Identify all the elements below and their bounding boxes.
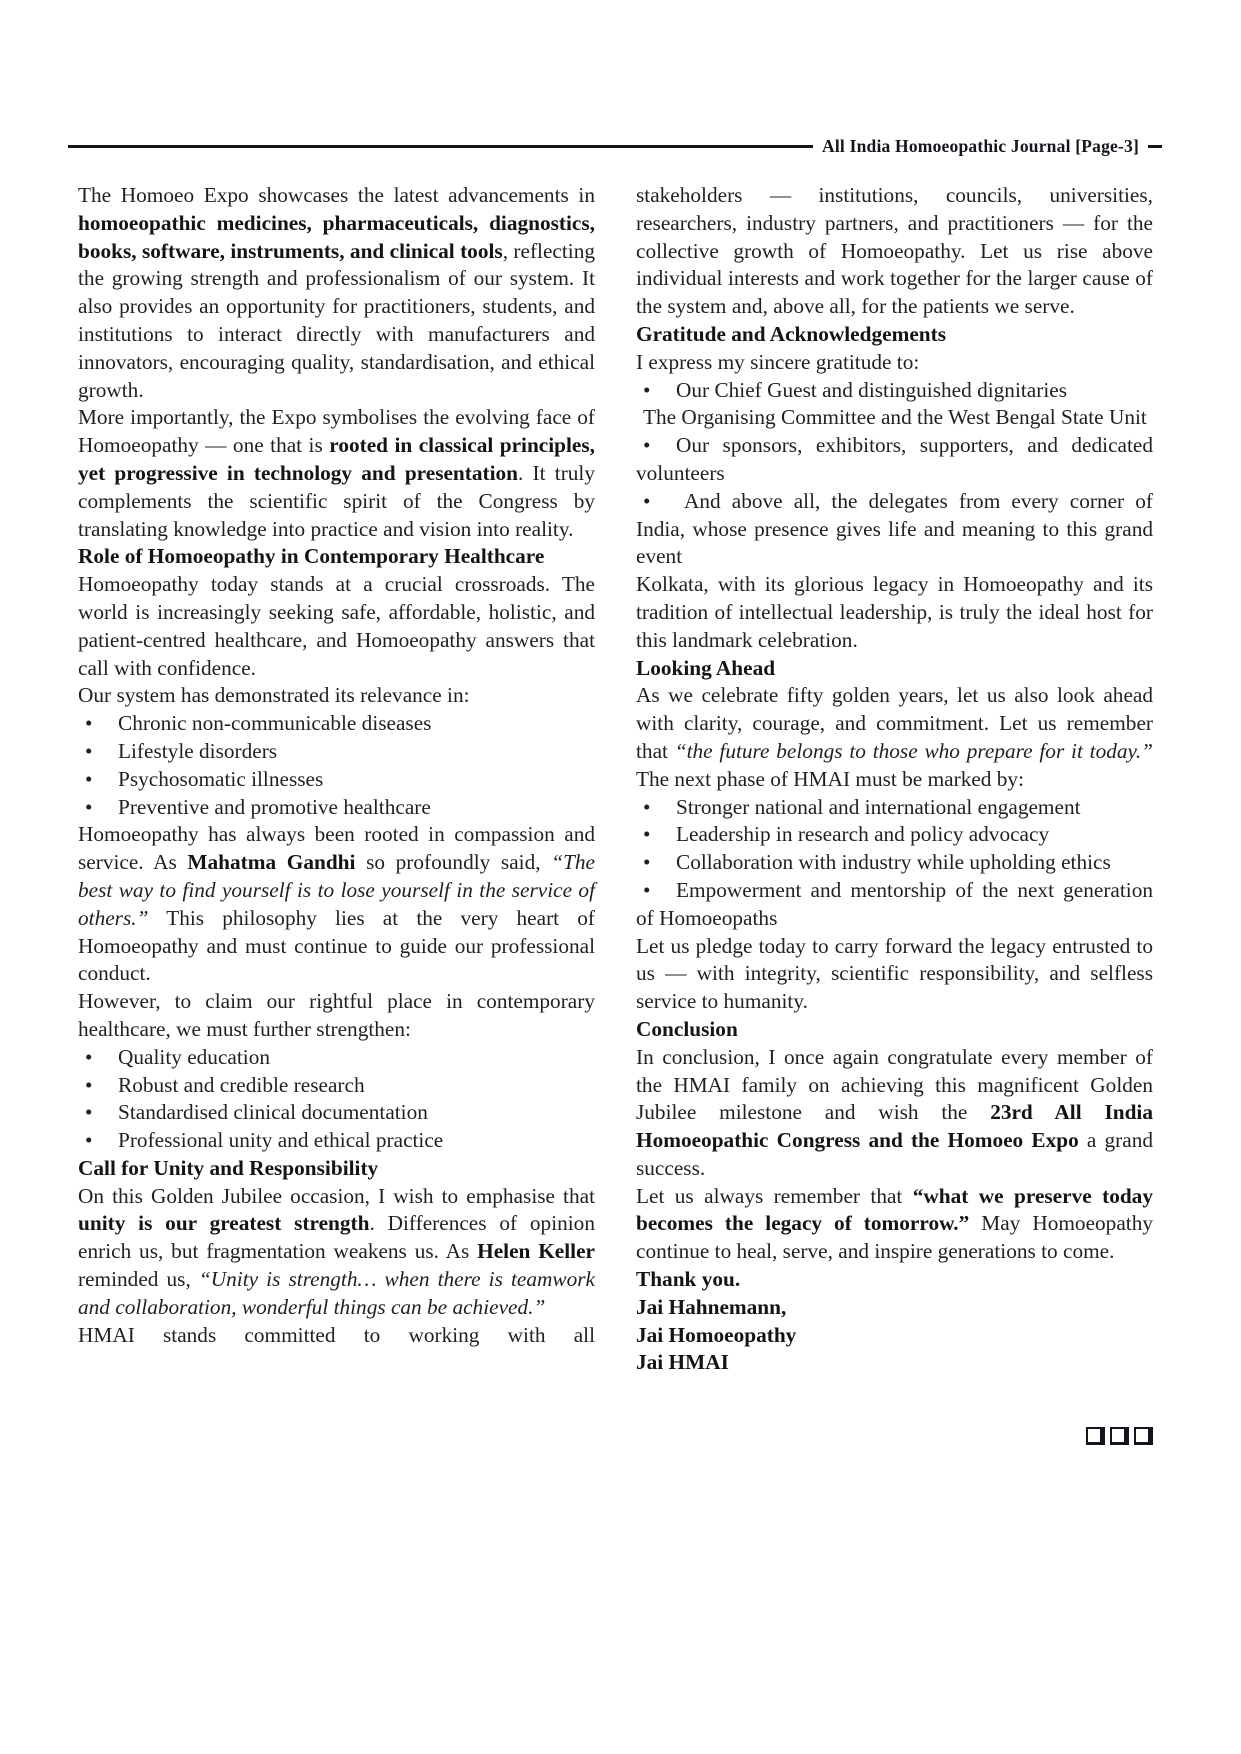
bullet-item [636, 377, 1153, 405]
text-run: reminded us, [78, 1267, 199, 1292]
text-run: Chronic non-communicable diseases [118, 711, 432, 736]
end-square-icon [1110, 1427, 1129, 1445]
bullet-item [636, 794, 1153, 822]
text-run: , reflecting the growing strength and professionalism of our system. It also provides an opportunity for practitioners, students, and institutions to interact directly with manufacturers and innovators, encouraging quality, standardisation, and ethical growth. [78, 238, 596, 402]
signoff-line [636, 1322, 1153, 1350]
text-run: Standardised clinical documentation [118, 1100, 428, 1125]
bullet-icon: • [85, 738, 93, 763]
text-run: Our sponsors, exhibitors, supporters, and dedicated volunteers [636, 433, 1153, 485]
signoff-line [636, 1349, 1153, 1377]
bullet-item [78, 738, 595, 766]
text-run: “Unity is strength… when there is teamwork and collaboration, wonderful things can be achieved.” [78, 1267, 595, 1319]
section-heading [636, 655, 1153, 683]
article-columns [78, 182, 1153, 1445]
text-run: Robust and credible research [118, 1072, 365, 1097]
text-run: Kolkata, with its glorious legacy in Homoeopathy and its tradition of intellectual leadership, is truly the ideal host for this landmark celebration. [636, 572, 1153, 652]
paragraph [78, 404, 595, 543]
bullet-icon: • [85, 766, 93, 791]
bullet-item [78, 794, 595, 822]
bullet-icon: • [643, 877, 651, 902]
text-run: Our Chief Guest and distinguished dignitaries [676, 377, 1067, 402]
paragraph [78, 682, 595, 710]
right-column [636, 182, 1153, 1445]
text-run: “the future belongs to those who prepare for it today.” [674, 738, 1153, 763]
bullet-icon: • [85, 1128, 93, 1153]
text-run: HMAI stands committed to working with all [78, 1322, 595, 1347]
bullet-item [636, 849, 1153, 877]
text-run: rooted in classical principles, yet progressive in technology and presentation [78, 433, 595, 485]
end-square-icon [1086, 1427, 1105, 1445]
bullet-item [636, 821, 1153, 849]
header-rule [68, 145, 813, 148]
text-run: Quality education [118, 1044, 270, 1069]
section-heading [636, 1016, 1153, 1044]
text-run: This philosophy lies at the very heart of Homoeopathy and must continue to guide our professional conduct. [78, 905, 595, 986]
paragraph [78, 1322, 595, 1350]
text-run: Conclusion [636, 1016, 738, 1041]
text-run: . It truly complements the scientific spirit of the Congress by translating knowledge into practice and vision into reality. [78, 460, 595, 541]
text-run: Jai Hahnemann, [636, 1294, 787, 1319]
text-run: Gratitude and Acknowledgements [636, 321, 947, 346]
text-run: Psychosomatic illnesses [118, 766, 324, 791]
section-heading [78, 543, 595, 571]
bullet-icon: • [643, 794, 651, 819]
text-run: Empowerment and mentorship of the next generation of Homoeopaths [636, 877, 1153, 930]
bullet-icon: • [643, 433, 651, 458]
paragraph [78, 182, 595, 404]
text-run: homoeopathic medicines, pharmaceuticals, diagnostics, books, software, instruments, and clinical tools [78, 210, 595, 263]
text-run: And above all, the delegates from every corner of India, whose presence gives life and meaning to this grand event [636, 488, 1153, 569]
text-run: However, to claim our rightful place in contemporary healthcare, we must further strengthen: [78, 989, 595, 1041]
paragraph [78, 821, 595, 988]
signoff-line [636, 1294, 1153, 1322]
text-run: Mahatma Gandhi [187, 850, 356, 875]
text-run: Homoeopathy today stands at a crucial crossroads. The world is increasingly seeking safe, affordable, holistic, and patient-centred healthcare, and Homoeopathy answers that call with confidence. [78, 572, 595, 680]
text-run: May Homoeopathy continue to heal, serve, and inspire generations to come. [636, 1211, 1153, 1264]
text-run: Looking Ahead [636, 655, 776, 680]
bullet-item [78, 1099, 595, 1127]
text-run: Collaboration with industry while upholding ethics [676, 850, 1111, 875]
text-run: The Organising Committee and the West Bengal State Unit [643, 405, 1147, 430]
paragraph [636, 933, 1153, 1016]
paragraph [636, 1183, 1153, 1266]
text-run: Our system has demonstrated its relevance in: [78, 683, 470, 708]
bullet-icon: • [85, 1044, 93, 1069]
paragraph [78, 988, 595, 1044]
text-run: More importantly, the Expo symbolises the evolving face of Homoeopathy — one that is [78, 405, 595, 458]
bullet-icon: • [85, 794, 93, 819]
text-run: . Differences of opinion enrich us, but fragmentation weakens us. As [78, 1211, 595, 1264]
bullet-item [78, 1072, 595, 1100]
text-run: Lifestyle disorders [118, 738, 278, 763]
bullet-icon: • [85, 1100, 93, 1125]
text-run: “what we preserve today becomes the legacy of tomorrow.” [636, 1183, 1153, 1236]
text-run: Let us pledge today to carry forward the legacy entrusted to us — with integrity, scientific responsibility, and selfless service to humanity. [636, 933, 1153, 1014]
text-run: 23rd All India Homoeopathic Congress and the Homoeo Expo [636, 1100, 1153, 1153]
bullet-item [636, 488, 1153, 571]
paragraph [636, 182, 1153, 321]
text-run: Let us always remember that [636, 1183, 913, 1208]
page-header [68, 136, 1162, 157]
text-run: Jai Homoeopathy [636, 1322, 797, 1347]
end-of-article-marker [636, 1427, 1153, 1445]
text-run: Thank you. [636, 1267, 741, 1292]
bullet-icon: • [643, 377, 651, 402]
bullet-item [636, 877, 1153, 933]
text-run: unity is our greatest strength [78, 1211, 370, 1236]
bullet-item [636, 432, 1153, 488]
text-run: Preventive and promotive healthcare [118, 794, 431, 819]
text-run: “The best way to find yourself is to lose yourself in the service of others.” [78, 850, 595, 930]
text-run: Homoeopathy has always been rooted in compassion and service. As [78, 822, 595, 875]
text-run: Professional unity and ethical practice [118, 1128, 444, 1153]
bullet-icon: • [643, 488, 651, 513]
text-run: As we celebrate fifty golden years, let us also look ahead with clarity, courage, and commitment. Let us remember that [636, 683, 1153, 763]
paragraph [636, 571, 1153, 654]
text-run: Role of Homoeopathy in Contemporary Healthcare [78, 544, 545, 569]
bullet-icon: • [85, 711, 93, 736]
paragraph [636, 404, 1153, 432]
signoff-line [636, 1266, 1153, 1294]
paragraph [78, 1183, 595, 1322]
paragraph [636, 349, 1153, 377]
text-run: Helen Keller [477, 1239, 595, 1264]
text-run: The Homoeo Expo showcases the latest advancements in [78, 183, 595, 207]
text-run: Stronger national and international engagement [676, 794, 1081, 819]
text-run: Jai HMAI [636, 1350, 729, 1375]
text-run: stakeholders — institutions, councils, universities, researchers, industry partners, and practitioners — for the collective growth of Homoeopathy. Let us rise above individual interests and work together for the larger cause of the system and, above all, for the patients we serve. [636, 183, 1153, 319]
paragraph [636, 1044, 1153, 1183]
paragraph [636, 682, 1153, 793]
text-run: so profoundly said, [355, 850, 552, 875]
section-heading [636, 321, 1153, 349]
text-run: a grand success. [636, 1128, 1153, 1180]
bullet-icon: • [85, 1072, 93, 1097]
header-end-dash-icon [1148, 145, 1162, 148]
bullet-icon: • [643, 822, 651, 847]
bullet-item [78, 1127, 595, 1155]
bullet-item [78, 766, 595, 794]
bullet-item [78, 710, 595, 738]
text-run: On this Golden Jubilee occasion, I wish to emphasise that [78, 1183, 595, 1208]
left-column [78, 182, 595, 1445]
text-run: In conclusion, I once again congratulate every member of the HMAI family on achieving this magnificent Golden Jubilee milestone and wish the [636, 1044, 1153, 1125]
bullet-item [78, 1044, 595, 1072]
section-heading [78, 1155, 595, 1183]
journal-title: All India Homoeopathic Journal [Page-3] [822, 136, 1139, 156]
end-square-icon [1134, 1427, 1153, 1445]
text-run: Leadership in research and policy advocacy [676, 822, 1050, 847]
text-run: The next phase of HMAI must be marked by: [636, 766, 1024, 791]
text-run: I express my sincere gratitude to: [636, 349, 920, 374]
text-run: Call for Unity and Responsibility [78, 1155, 379, 1180]
bullet-icon: • [643, 850, 651, 875]
paragraph [78, 571, 595, 682]
